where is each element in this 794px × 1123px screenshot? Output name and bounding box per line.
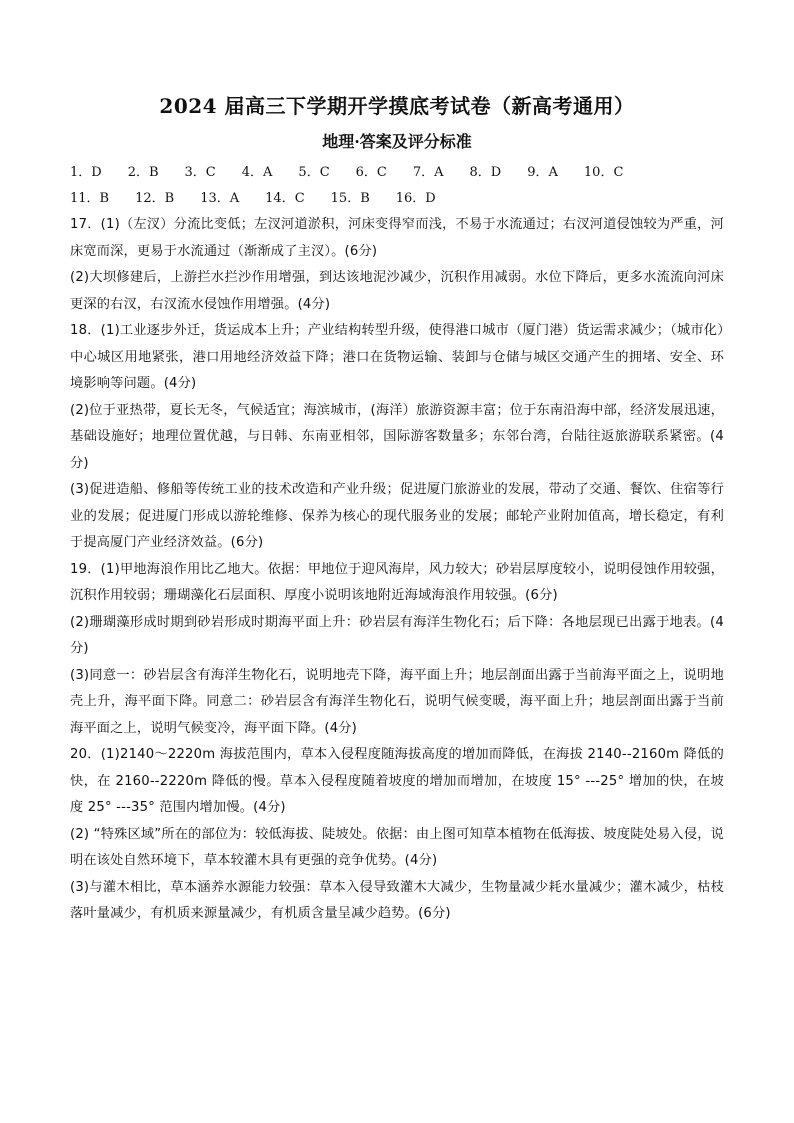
mc-answer-11: 11．B <box>70 191 110 206</box>
answer-19-2: (2)珊瑚藻形成时期到砂岩形成时期海平面上升：砂岩层有海洋生物化石；后下降：各地层现已出露于地表。(4分) <box>70 614 724 656</box>
answer-17-2: (2)大坝修建后，上游拦水拦沙作用增强，到达该地泥沙减少，沉积作用减弱。水位下降后，更多水流流向河床更深的右汊，右汊流水侵蚀作用增强。(4分) <box>70 270 724 312</box>
mc-answers-row-2 <box>70 186 724 212</box>
answer-19-3: (3)同意一：砂岩层含有海洋生物化石，说明地壳下降，海平面上升；地层剖面出露于当前海平面之上，说明地壳上升，海平面下降。同意二：砂岩层含有海洋生物化石，说明气候变暖，海平面上升；地层剖面出露于当前海平面之上，说明气候变冷，海平面下降。(4分) <box>70 667 724 736</box>
mc-answer-1: 1．D <box>70 165 102 180</box>
mc-answer-16: 16．D <box>395 191 436 206</box>
mc-answer-15: 15．B <box>330 191 370 206</box>
mc-answer-8: 8．D <box>469 165 502 180</box>
mc-answer-12: 12．B <box>135 191 175 206</box>
mc-answers-row-1 <box>70 160 724 186</box>
answer-18-3: (3)促进造船、修船等传统工业的技术改造和产业升级；促进厦门旅游业的发展，带动了交通、餐饮、住宿等行业的发展；促进厦门形成以游轮维修、保养为核心的现代服务业的发展；邮轮产业附加值高，增长稳定，有利于提高厦门产业经济效益。(6分) <box>70 482 724 550</box>
answer-18-1: 18．(1)工业逐步外迁，货运成本上升；产业结构转型升级，使得港口城市（厦门港）货运需求减少；（城市化）中心城区用地紧张，港口用地经济效益下降；港口在货物运输、装卸与仓储与城区交通产生的拥堵、安全、环境影响等问题。(4分) <box>70 323 724 391</box>
answer-20-1: 20．(1)2140～2220m 海拔范围内，草本入侵程度随海拔高度的增加而降低，在海拔 2140--2160m 降低的快，在 2160--2220m 降低的慢。草本入侵程度随着坡度的增加而增加，在坡度 15° ---25° 增加的快，在坡度 25° ---35° 范围内增加慢。(4分) <box>70 747 724 815</box>
answer-18-2: (2)位于亚热带，夏长无冬，气候适宜；海滨城市，(海洋）旅游资源丰富；位于东南沿海中部，经济发展迅速，基础设施好；地理位置优越，与日韩、东南亚相邻，国际游客数量多；东邻台湾，台陆往返旅游联系紧密。(4分) <box>70 402 724 471</box>
mc-answer-5: 5．C <box>298 165 330 180</box>
mc-answer-10: 10．C <box>583 165 624 180</box>
mc-answer-4: 4．A <box>241 165 273 180</box>
answer-20-2: (2) “特殊区域”所在的部位为：较低海拔、陡坡处。依据：由上图可知草本植物在低海拔、坡度陡处易入侵，说明在该处自然环境下，草本较灌木具有更强的竞争优势。(4分) <box>70 826 724 868</box>
answer-20-3: (3)与灌木相比，草本涵养水源能力较强：草本入侵导致灌木大减少，生物量减少耗水量减少；灌木减少，枯枝落叶量减少，有机质来源量减少，有机质含量呈减少趋势。(6分) <box>70 879 724 921</box>
answer-17-1: 17．(1)（左汊）分流比变低；左汊河道淤积，河床变得窄而浅，不易于水流通过；右汊河道侵蚀较为严重，河床宽而深，更易于水流通过（渐渐成了主汊）。(6分) <box>70 217 724 259</box>
mc-answer-13: 13．A <box>200 191 240 206</box>
mc-answer-6: 6．C <box>355 165 387 180</box>
mc-answer-14: 14．C <box>265 191 305 206</box>
mc-answer-2: 2．B <box>127 165 159 180</box>
answer-19-1: 19．(1)甲地海浪作用比乙地大。依据：甲地位于迎风海岸，风力较大；砂岩层厚度较小，说明侵蚀作用较强，沉积作用较弱；珊瑚藻化石层面积、厚度小说明该地附近海域海浪作用较强。(6分) <box>70 561 724 603</box>
exam-title: 2024 届高三下学期开学摸底考试卷（新高考通用） <box>159 94 635 118</box>
mc-answer-7: 7．A <box>412 165 444 180</box>
mc-answer-9: 9．A <box>527 165 558 180</box>
mc-answer-3: 3．C <box>184 165 216 180</box>
exam-subtitle: 地理·答案及评分标准 <box>322 132 472 151</box>
